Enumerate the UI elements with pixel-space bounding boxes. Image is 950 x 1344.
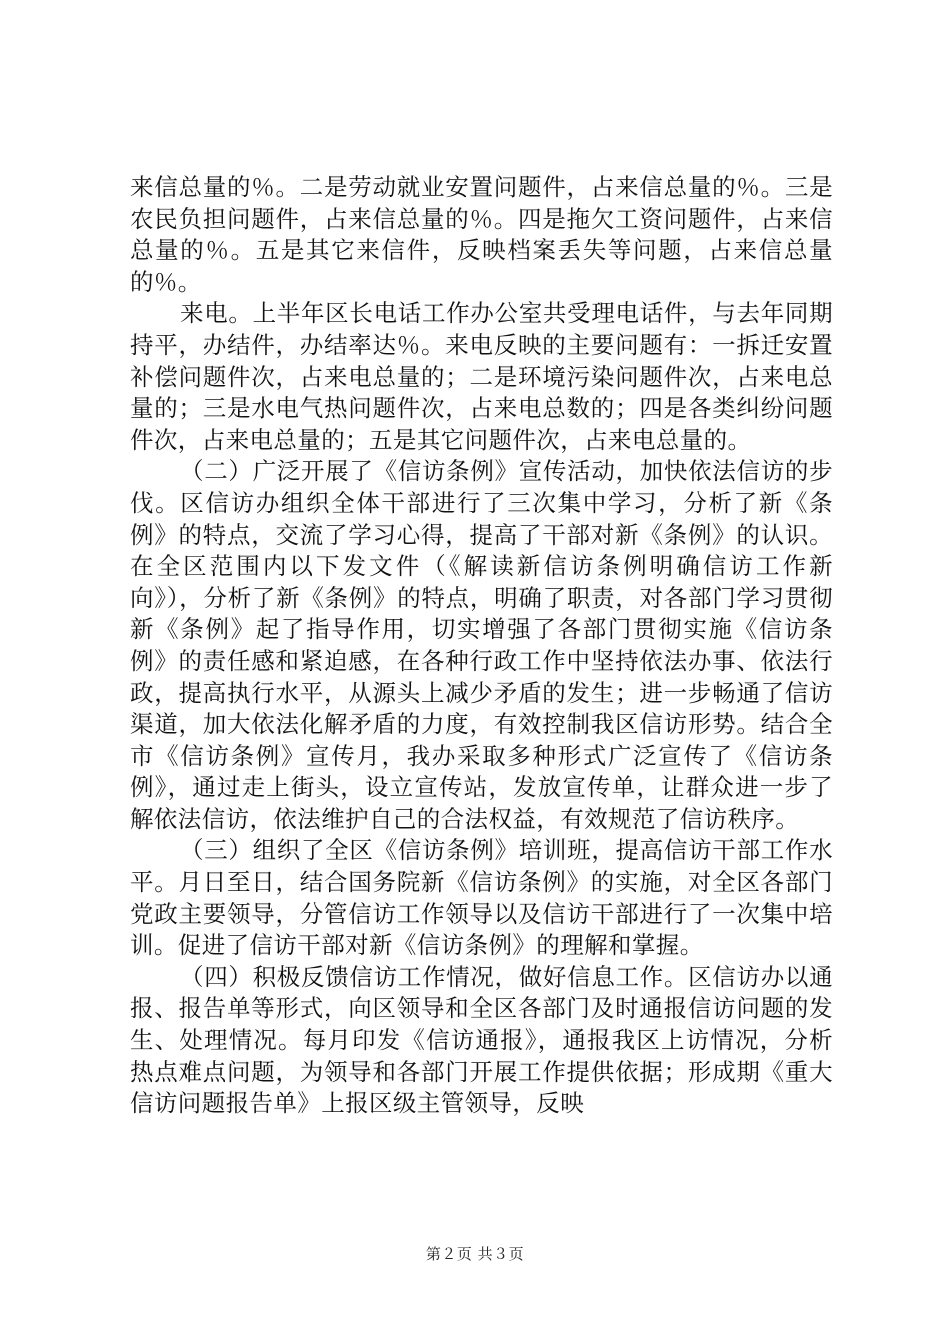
- paragraph-training: （三）组织了全区《信访条例》培训班，提高信访干部工作水平。月日至日，结合国务院新《信访条例》的实施，对全区各部门党政主要领导，分管信访工作领导以及信访干部进行了一次集中培训。促进了信访干部对新《信访条例》的理解和掌握。: [130, 836, 833, 960]
- paragraph-feedback-info: （四）积极反馈信访工作情况，做好信息工作。区信访办以通报、报告单等形式，向区领导和全区各部门及时通报信访问题的发生、处理情况。每月印发《信访通报》，通报我区上访情况，分析热点难点问题，为领导和各部门开展工作提供依据；形成期《重大信访问题报告单》上报区级主管领导，反映: [130, 962, 833, 1118]
- page-footer: 第２页 共３页: [425, 1245, 525, 1263]
- paragraph-phone-calls: 来电。上半年区长电话工作办公室共受理电话件，与去年同期持平，办结件，办结率达％。来电反映的主要问题有：一拆迁安置补偿问题件次，占来电总量的；二是环境污染问题件次，占来电总量的；三是水电气热问题件次，占来电总数的；四是各类纠纷问题件次，占来电总量的；五是其它问题件次，占来电总量的。: [130, 299, 833, 454]
- document-body: [130, 172, 833, 1120]
- paragraph-letters-summary: 来信总量的％。二是劳动就业安置问题件，占来信总量的％。三是农民负担问题件，占来信总量的％。四是拖欠工资问题件，占来信总量的％。五是其它来信件，反映档案丢失等问题，占来信总量的％。: [130, 173, 833, 296]
- paragraph-regulation-publicity: （二）广泛开展了《信访条例》宣传活动，加快依法信访的步伐。区信访办组织全体干部进行了三次集中学习，分析了新《条例》的特点，交流了学习心得，提高了干部对新《条例》的认识。在全区范围内以下发文件（《解读新信访条例明确信访工作新向》），分析了新《条例》的特点，明确了职责，对各部门学习贯彻新《条例》起了指导作用，切实增强了各部门贯彻实施《信访条例》的责任感和紧迫感，在各种行政工作中坚持依法办事、依法行政，提高执行水平，从源头上减少矛盾的发生；进一步畅通了信访渠道，加大依法化解矛盾的力度，有效控制我区信访形势。结合全市《信访条例》宣传月，我办采取多种形式广泛宣传了《信访条例》，通过走上街头，设立宣传站，发放宣传单，让群众进一步了解依法信访，依法维护自己的合法权益，有效规范了信访秩序。: [130, 457, 833, 833]
